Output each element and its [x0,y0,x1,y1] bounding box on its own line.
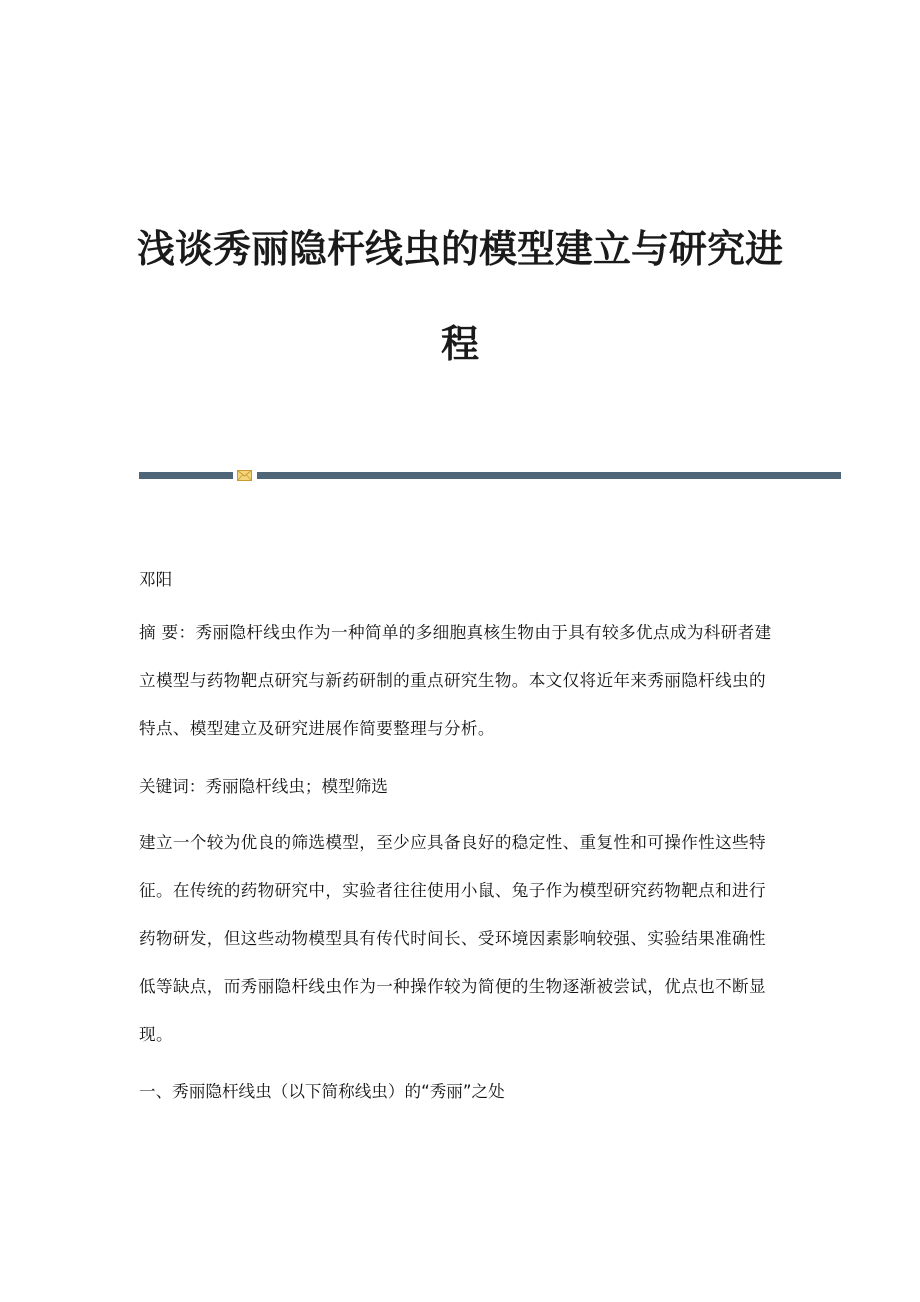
divider-bar-right [257,472,841,479]
document-title-line-1: 浅谈秀丽隐杆线虫的模型建立与研究进 [136,227,783,271]
divider-bar-left [139,472,233,479]
author-name: 邓阳 [139,570,173,589]
section-heading: 一、秀丽隐杆线虫（以下简称线虫）的“秀丽”之处 [139,1082,505,1101]
abstract-paragraph: 摘 要：秀丽隐杆线虫作为一种简单的多细胞真核生物由于具有较多优点成为科研者建立模型与药物靶点研究与新药研制的重点研究生物。本文仅将近年来秀丽隐杆线虫的特点、模型建立及研究进展作简要整理与分析。 [139,623,772,738]
keywords-line: 关键词：秀丽隐杆线虫；模型筛选 [139,777,388,796]
title-divider [139,470,841,482]
envelope-ornament-icon [237,470,252,481]
document-title-line-2: 程 [440,322,479,366]
body-paragraph: 建立一个较为优良的筛选模型，至少应具备良好的稳定性、重复性和可操作性这些特征。在传统的药物研究中，实验者往往使用小鼠、兔子作为模型研究药物靶点和进行药物研发，但这些动物模型具有传代时间长、受环境因素影响较强、实验结果准确性低等缺点，而秀丽隐杆线虫作为一种操作较为简便的生物逐渐被尝试，优点也不断显现。 [139,833,766,1044]
